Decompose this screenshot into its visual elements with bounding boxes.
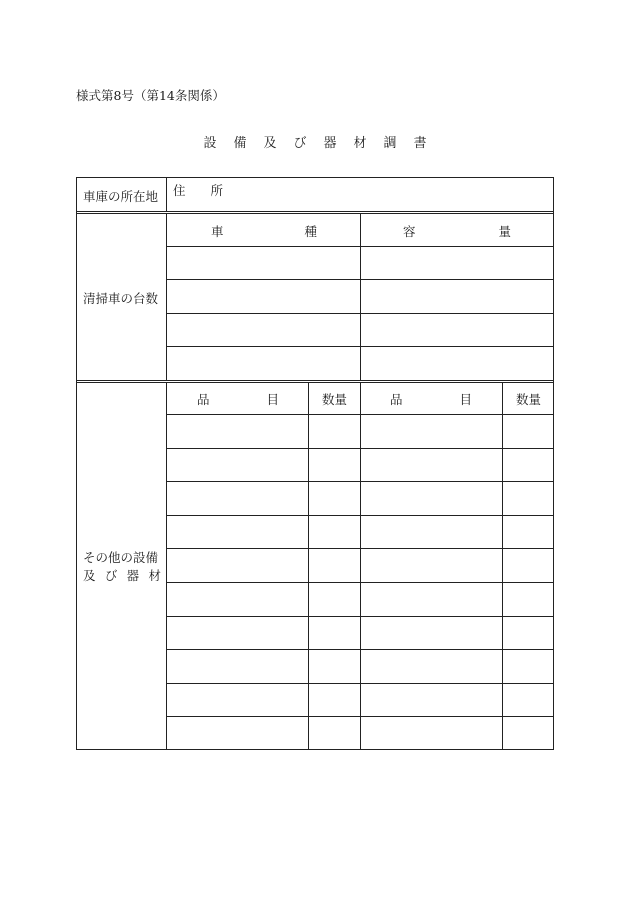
- section-divider: [77, 380, 553, 383]
- item-cell[interactable]: [361, 717, 502, 749]
- title-char: 器: [323, 136, 337, 151]
- quantity-cell[interactable]: [503, 516, 553, 548]
- quantity-cell[interactable]: [309, 516, 360, 548]
- quantity-cell[interactable]: [503, 415, 553, 448]
- item-cell[interactable]: [361, 583, 502, 616]
- item-cell[interactable]: [361, 617, 502, 649]
- capacity-cell[interactable]: [361, 247, 553, 279]
- quantity-cell[interactable]: [503, 684, 553, 716]
- vehicle-type-cell[interactable]: [167, 347, 360, 379]
- item-cell[interactable]: [361, 549, 502, 582]
- title-char: 備: [233, 136, 247, 151]
- quantity-cell[interactable]: [503, 717, 553, 749]
- form-number: 様式第8号（第14条関係）: [76, 88, 225, 103]
- vehicle-type-cell[interactable]: [167, 314, 360, 346]
- item-cell[interactable]: [167, 617, 308, 649]
- quantity-cell[interactable]: [309, 449, 360, 481]
- item-cell[interactable]: [167, 449, 308, 481]
- quantity-cell[interactable]: [309, 549, 360, 582]
- quantity-header: 数量: [322, 392, 348, 407]
- title-char: 及: [263, 136, 277, 151]
- quantity-cell[interactable]: [309, 482, 360, 515]
- item-cell[interactable]: [361, 684, 502, 716]
- item-cell[interactable]: [167, 717, 308, 749]
- vehicle-count-label: 清掃車の台数: [83, 291, 159, 306]
- capacity-cell[interactable]: [361, 280, 553, 313]
- capacity-cell[interactable]: [361, 314, 553, 346]
- survey-table: [76, 177, 554, 750]
- title-char: 材: [353, 136, 367, 151]
- item-cell[interactable]: [167, 549, 308, 582]
- quantity-cell[interactable]: [503, 617, 553, 649]
- item-header: 品 目: [197, 392, 279, 407]
- quantity-cell[interactable]: [503, 650, 553, 683]
- item-cell[interactable]: [167, 684, 308, 716]
- quantity-cell[interactable]: [309, 415, 360, 448]
- item-cell[interactable]: [361, 449, 502, 481]
- item-cell[interactable]: [167, 516, 308, 548]
- item-cell[interactable]: [361, 516, 502, 548]
- quantity-cell[interactable]: [503, 583, 553, 616]
- item-cell[interactable]: [167, 482, 308, 515]
- section-divider: [77, 211, 553, 214]
- address-field[interactable]: [167, 178, 553, 211]
- quantity-cell[interactable]: [309, 617, 360, 649]
- equipment-label-line1: その他の設備: [83, 550, 159, 565]
- vehicle-type-cell[interactable]: [167, 280, 360, 313]
- title-char: 設: [203, 136, 217, 151]
- equipment-label: [83, 549, 161, 585]
- capacity-header: 容 量: [403, 224, 511, 239]
- capacity-cell[interactable]: [361, 347, 553, 379]
- item-cell[interactable]: [167, 415, 308, 448]
- garage-location-label: 車庫の所在地: [83, 189, 159, 204]
- title-char: 調: [383, 136, 397, 151]
- address-label: 住 所: [173, 183, 223, 198]
- quantity-cell[interactable]: [309, 684, 360, 716]
- equipment-label-line2: 及 び 器 材: [83, 568, 161, 583]
- quantity-cell[interactable]: [503, 449, 553, 481]
- item-cell[interactable]: [167, 650, 308, 683]
- document-title: [0, 132, 630, 151]
- quantity-cell[interactable]: [503, 482, 553, 515]
- item-header: 品 目: [390, 392, 472, 407]
- vehicle-type-header: 車 種: [211, 224, 317, 239]
- title-char: び: [293, 136, 307, 151]
- item-cell[interactable]: [167, 583, 308, 616]
- quantity-cell[interactable]: [503, 549, 553, 582]
- quantity-cell[interactable]: [309, 717, 360, 749]
- item-cell[interactable]: [361, 650, 502, 683]
- quantity-cell[interactable]: [309, 583, 360, 616]
- quantity-header: 数量: [516, 392, 542, 407]
- title-char: 書: [413, 136, 427, 151]
- vehicle-type-cell[interactable]: [167, 247, 360, 279]
- quantity-cell[interactable]: [309, 650, 360, 683]
- item-cell[interactable]: [361, 482, 502, 515]
- item-cell[interactable]: [361, 415, 502, 448]
